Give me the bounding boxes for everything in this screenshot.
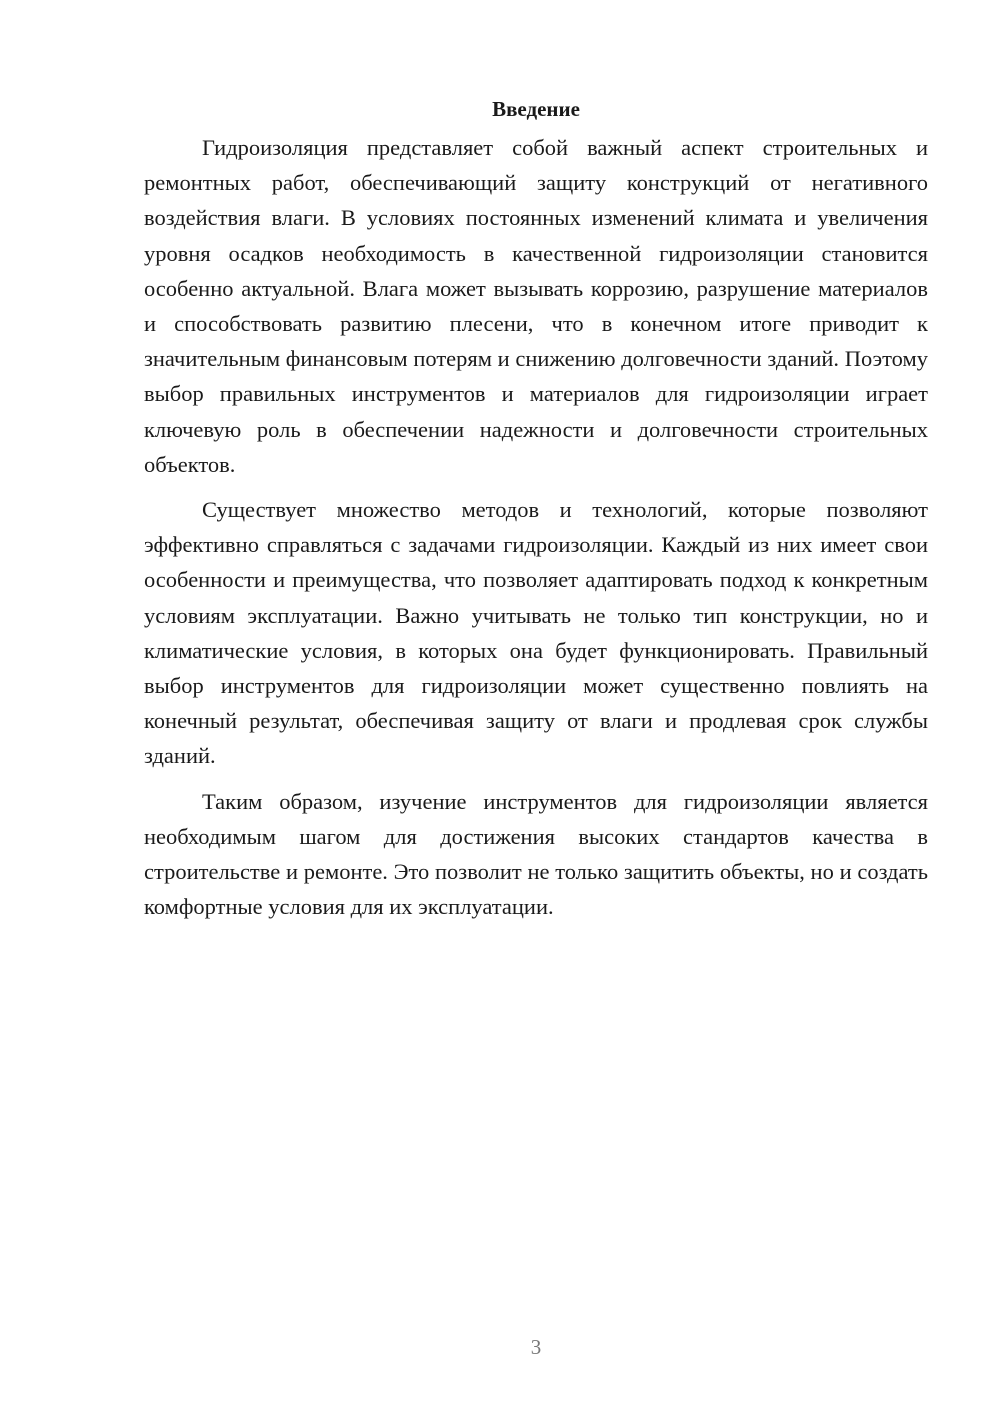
paragraph-1: Гидроизоляция представляет собой важный аспект строительных и ремонтных работ, обеспечивающий защиту конструкций от негативного воздействия влаги. В условиях постоянных изменений климата и увеличения уровня осадков необходимость в качественной гидроизоляции становится особенно актуальной. Влага может вызывать коррозию, разрушение материалов и способствовать развитию плесени, что в конечном итоге приводит к значительным финансовым потерям и снижению долговечности зданий. Поэтому выбор правильных инструментов и материалов для гидроизоляции играет ключевую роль в обеспечении надежности и долговечности строительных объектов.	[144, 135, 928, 477]
page-number: 3	[530, 1335, 542, 1359]
paragraph-3: Таким образом, изучение инструментов для гидроизоляции является необходимым шагом для достижения высоких стандартов качества в строительстве и ремонте. Это позволит не только защитить объекты, но и создать комфортные условия для их эксплуатации.	[144, 788, 928, 920]
paragraph-2: Существует множество методов и технологий, которые позволяют эффективно справляться с задачами гидроизоляции. Каждый из них имеет свои особенности и преимущества, что позволяет адаптировать подход к конкретным условиям эксплуатации. Важно учитывать не только тип конструкции, но и климатические условия, в которых она будет функционировать. Правильный выбор инструментов для гидроизоляции может существенно повлиять на конечный результат, обеспечивая защиту от влаги и продлевая срок службы зданий.	[144, 497, 928, 769]
page-content	[144, 92, 928, 924]
section-heading: Введение	[492, 97, 580, 121]
